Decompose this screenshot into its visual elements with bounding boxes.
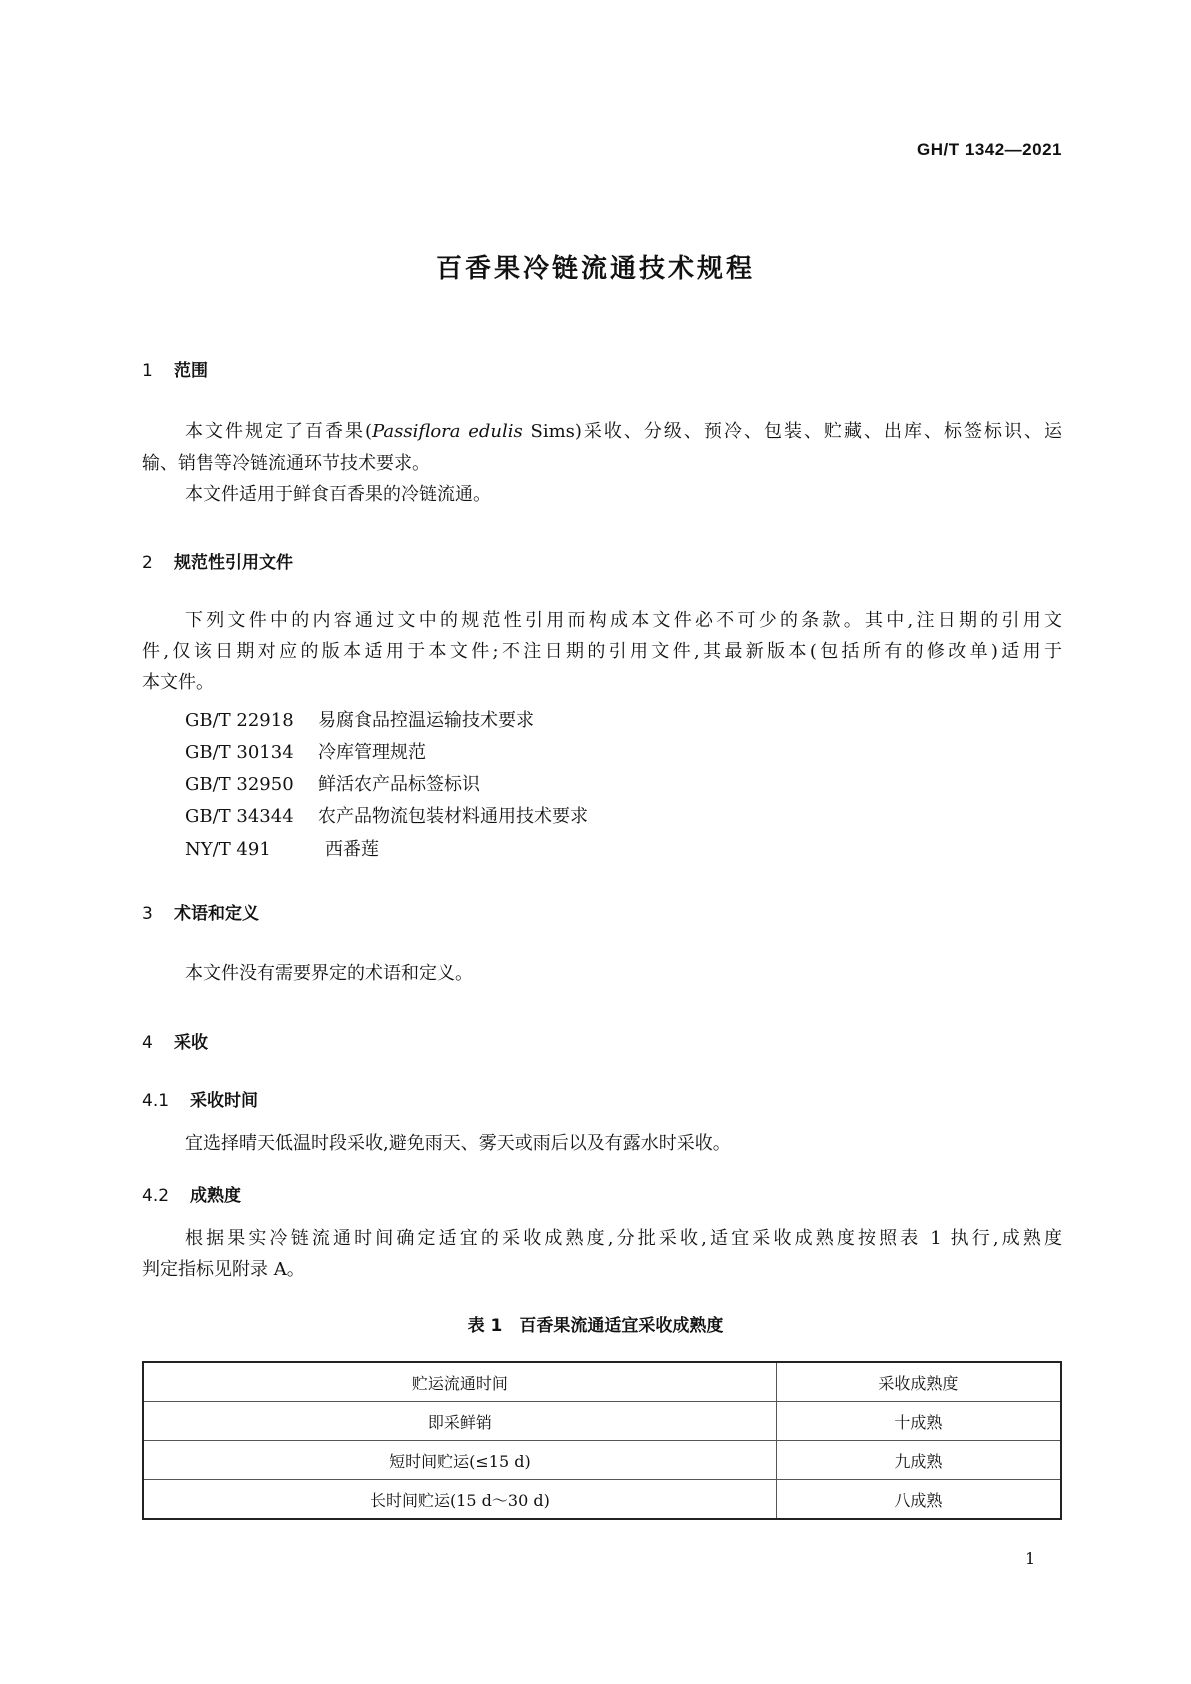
page-number: 1: [1025, 1549, 1036, 1568]
table-row: [143, 1441, 1061, 1480]
table-caption: 表 1 百香果流通适宜采收成熟度: [467, 1316, 724, 1336]
table-header-row: [143, 1362, 1061, 1402]
section-number: 1: [142, 361, 153, 381]
section-title: 术语和定义: [174, 904, 259, 924]
section-title: 采收: [174, 1033, 208, 1053]
document-title: 百香果冷链流通技术规程: [435, 254, 755, 284]
section-title: 成熟度: [190, 1186, 241, 1206]
reference-item: GB/T 34344 农产品物流包装材料通用技术要求: [185, 806, 588, 827]
table-row: [143, 1402, 1061, 1441]
maturity-table: [142, 1361, 1062, 1520]
table-row: [143, 1480, 1061, 1520]
section-number: 3: [142, 904, 153, 924]
section-number: 4.1: [142, 1091, 170, 1111]
section-1-heading: [142, 356, 208, 381]
scope-paragraph-line-2: 输、销售等冷链流通环节技术要求。: [142, 453, 430, 474]
section-3-heading: [142, 899, 259, 924]
section-title: 范围: [174, 361, 208, 381]
table-cell: 八成熟: [776, 1480, 1061, 1520]
latin-name: Passiflora edulis: [372, 421, 523, 442]
scope-paragraph-line-1: 本文件规定了百香果(Passiflora edulis Sims)采收、分级、预冷、包装、贮藏、出库、标签标识、运: [185, 421, 1063, 442]
section-2-heading: [142, 548, 293, 573]
section-title: 采收时间: [190, 1091, 258, 1111]
table-cell: 九成熟: [776, 1441, 1061, 1480]
section-title: 规范性引用文件: [174, 553, 293, 573]
refs-paragraph-line: 本文件。: [142, 672, 214, 693]
harvest-time-paragraph: 宜选择晴天低温时段采收,避免雨天、雾天或雨后以及有露水时采收。: [185, 1133, 731, 1154]
reference-item: NY/T 491 西番莲: [185, 839, 379, 860]
scope-paragraph-2: 本文件适用于鲜食百香果的冷链流通。: [185, 484, 491, 505]
table-cell: 短时间贮运(≤15 d): [143, 1441, 776, 1480]
section-number: 4: [142, 1033, 153, 1053]
section-4-1-heading: [142, 1086, 258, 1111]
reference-item: GB/T 22918 易腐食品控温运输技术要求: [185, 710, 534, 731]
table-cell: 长时间贮运(15 d～30 d): [143, 1480, 776, 1520]
refs-paragraph-line: 件,仅该日期对应的版本适用于本文件;不注日期的引用文件,其最新版本(包括所有的修改单)适用于: [142, 641, 1062, 662]
section-number: 2: [142, 553, 153, 573]
terms-paragraph: 本文件没有需要界定的术语和定义。: [185, 963, 473, 984]
table-cell: 十成熟: [776, 1402, 1061, 1441]
section-number: 4.2: [142, 1186, 170, 1206]
section-4-2-heading: [142, 1181, 241, 1206]
section-4-heading: [142, 1028, 208, 1053]
table-header-cell: 贮运流通时间: [143, 1362, 776, 1402]
reference-item: GB/T 32950 鲜活农产品标签标识: [185, 774, 480, 795]
standard-number: GH/T 1342—2021: [917, 140, 1062, 159]
refs-paragraph-line: 下列文件中的内容通过文中的规范性引用而构成本文件必不可少的条款。其中,注日期的引用文: [185, 610, 1062, 631]
maturity-paragraph-line: 根据果实冷链流通时间确定适宜的采收成熟度,分批采收,适宜采收成熟度按照表 1 执行,成熟度: [185, 1228, 1062, 1249]
maturity-paragraph-line: 判定指标见附录 A。: [142, 1259, 305, 1280]
table-header-cell: 采收成熟度: [776, 1362, 1061, 1402]
reference-item: GB/T 30134 冷库管理规范: [185, 742, 426, 763]
table-cell: 即采鲜销: [143, 1402, 776, 1441]
